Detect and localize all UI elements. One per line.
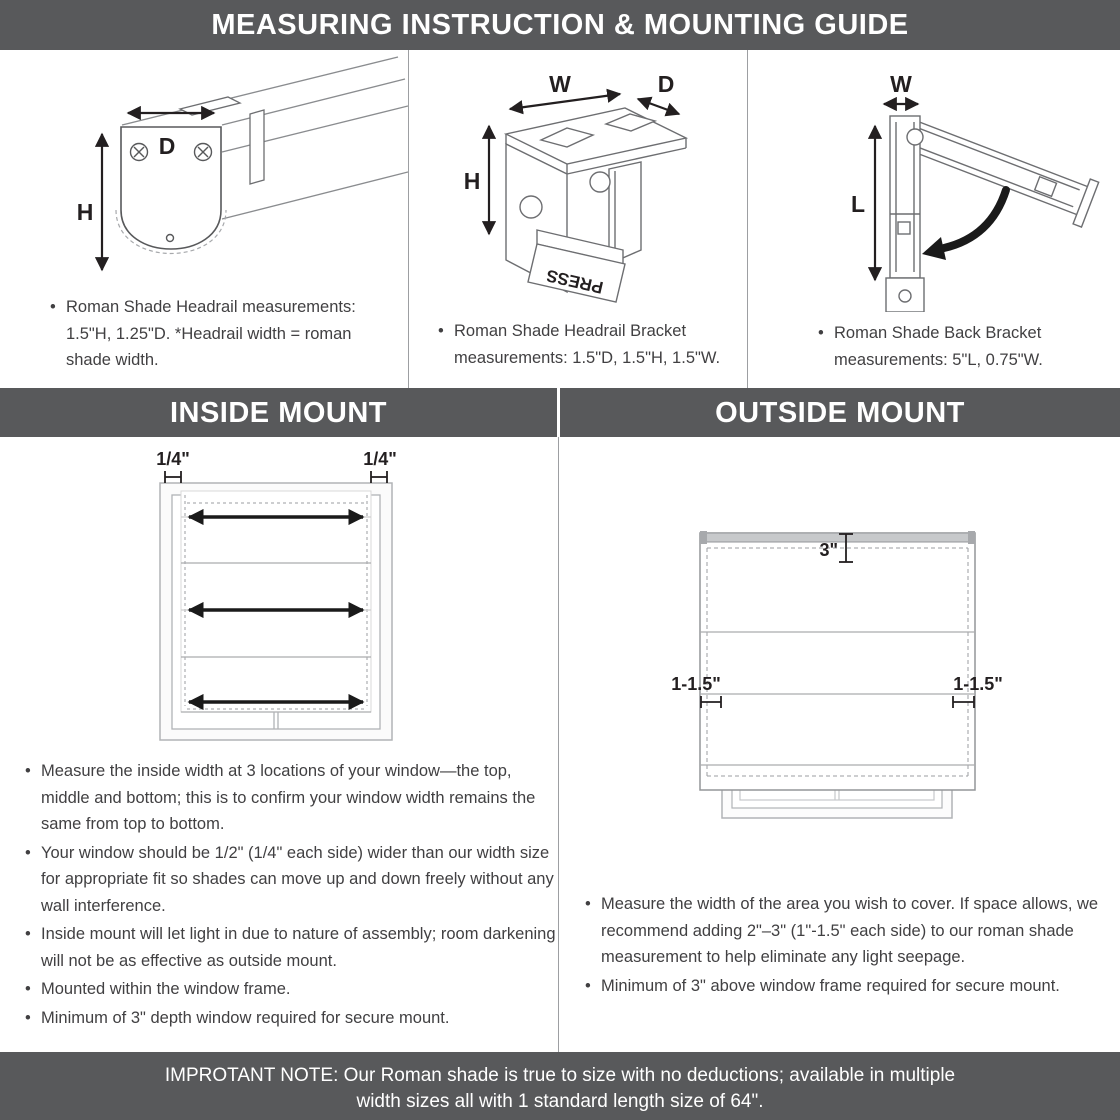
height-label: H xyxy=(76,199,94,225)
depth-label: D xyxy=(657,71,675,97)
headrail-bracket-diagram xyxy=(409,52,747,312)
headrail-caption xyxy=(50,294,380,376)
inside-mount-header xyxy=(0,388,557,437)
rotation-arrow-curve xyxy=(944,190,1006,248)
headrail-end-left xyxy=(700,531,707,544)
list-item: • Minimum of 3" depth window required for secure mount. xyxy=(25,1005,557,1032)
back-bracket-diagram xyxy=(748,52,1120,312)
side-right-label: 1-1.5" xyxy=(953,674,1003,694)
list-item: • Mounted within the window frame. xyxy=(25,976,557,1003)
shade-panel xyxy=(700,533,975,790)
depth-arrow xyxy=(638,99,679,114)
headrail-diagram xyxy=(0,52,408,302)
inside-mount-diagram xyxy=(140,446,425,758)
outside-mount-header xyxy=(560,388,1120,437)
rotation-arrow-head xyxy=(922,237,946,260)
list-item: • Your window should be 1/2" (1/4" each side) wider than our width size for appropriate fit so shades can move up and down freely without any wall interference. xyxy=(25,840,557,920)
inside-mount-title: INSIDE MOUNT xyxy=(169,397,388,429)
outside-mount-diagram xyxy=(650,518,1080,853)
gap-bracket-marks xyxy=(165,471,387,483)
width-label: W xyxy=(890,71,912,97)
gap-left-label: 1/4" xyxy=(156,449,190,469)
page-title: MEASURING INSTRUCTION & MOUNTING GUIDE xyxy=(211,9,909,41)
headrail-bracket-caption xyxy=(438,318,758,373)
bracket-arm-vertical xyxy=(886,116,924,312)
press-label: PRESS xyxy=(544,265,605,298)
caption-text: • Roman Shade Headrail measurements: 1.5"H, 1.25"D. *Headrail width = roman shade width. xyxy=(50,294,380,374)
headrail-end-right xyxy=(968,531,975,544)
title-banner xyxy=(0,0,1120,50)
top-gap-label: 3" xyxy=(819,540,838,560)
outside-mount-bullet-list xyxy=(585,891,1113,1001)
list-item: • Minimum of 3" above window frame required for secure mount. xyxy=(585,973,1113,1000)
outside-mount-title: OUTSIDE MOUNT xyxy=(715,397,965,429)
back-bracket-caption xyxy=(818,320,1118,375)
depth-label: D xyxy=(158,133,176,159)
shade-panel xyxy=(181,491,371,712)
important-note-banner xyxy=(0,1052,1120,1120)
list-item: • Measure the width of the area you wish to cover. If space allows, we recommend adding 2"–3" (1"-1.5" each side) to our roman shade measurement to help eliminate any light seepage. xyxy=(585,891,1113,971)
list-item: • Inside mount will let light in due to nature of assembly; room darkening will not be as effective as outside mount. xyxy=(25,921,557,974)
caption-text: • Roman Shade Headrail Bracket measurements: 1.5"D, 1.5"H, 1.5"W. xyxy=(438,318,758,371)
gap-right-label: 1/4" xyxy=(363,449,397,469)
list-item: • Measure the inside width at 3 locations of your window—the top, middle and bottom; this is to confirm your window width remains the same from top to bottom. xyxy=(25,758,557,838)
side-left-label: 1-1.5" xyxy=(671,674,721,694)
note-line-1: IMPROTANT NOTE: Our Roman shade is true to size with no deductions; available in multiple xyxy=(164,1065,956,1086)
inside-mount-bullet-list xyxy=(25,758,557,1033)
length-label: L xyxy=(850,191,866,217)
width-label: W xyxy=(549,71,571,97)
content-divider xyxy=(558,437,559,1052)
caption-text: • Roman Shade Back Bracket measurements: 5"L, 0.75"W. xyxy=(818,320,1118,373)
height-label: H xyxy=(463,168,481,194)
note-line-2: width sizes all with 1 standard length size of 64". xyxy=(356,1091,764,1112)
